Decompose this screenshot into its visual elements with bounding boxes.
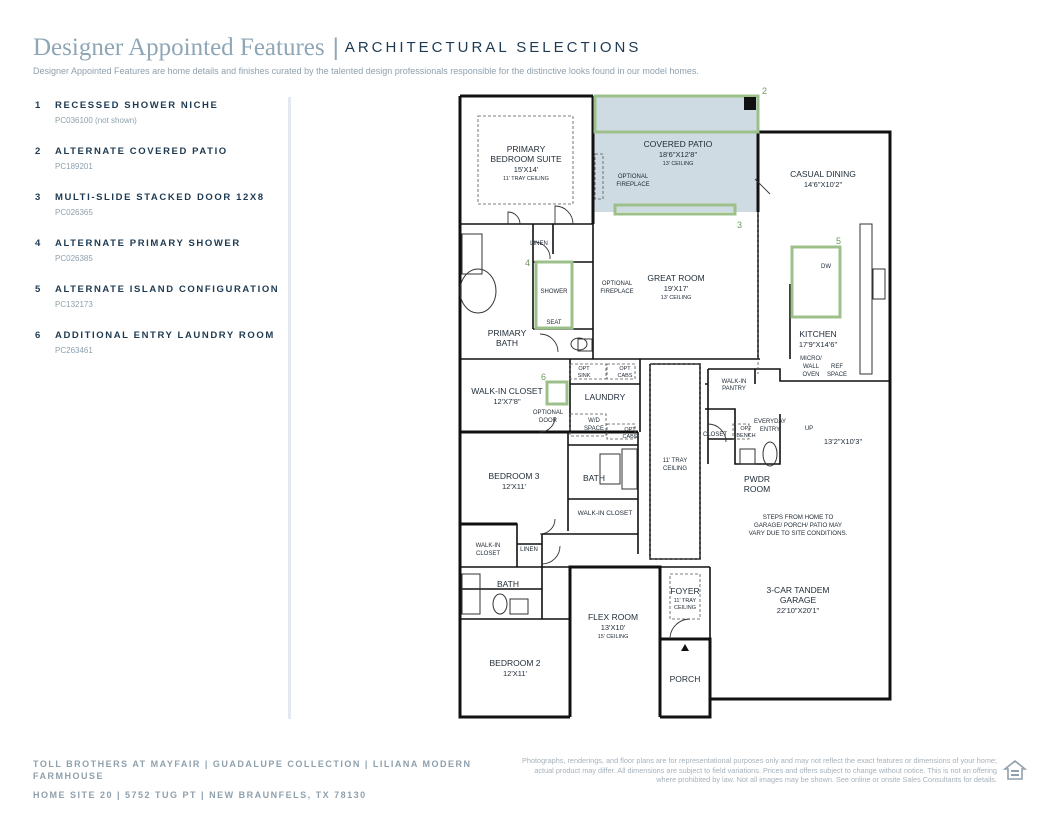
primary-bath-label-1: PRIMARY [487,328,527,338]
micro-label-2: WALL [802,364,820,370]
bedroom3-size: 12'X11' [502,482,526,491]
bath-label-2: BATH [496,579,520,589]
highlight-island [792,247,840,317]
feature-code: PC036100 (not shown) [55,116,137,125]
tray-ceiling-2: CEILING [662,466,688,472]
floor-plan [450,84,900,724]
feature-code: PC263461 [55,346,93,355]
optional-fireplace-great-2: FIREPLACE [600,289,634,295]
feature-name: ADDITIONAL ENTRY LAUNDRY ROOM [55,330,275,341]
optional-door-2: DOOR [539,418,557,424]
room-labels [471,139,862,684]
title-separator: | [332,34,339,61]
walkin-pantry-1: WALK-IN [721,379,747,385]
feature-name: ALTERNATE ISLAND CONFIGURATION [55,284,280,295]
feature-number: 3 [35,192,42,203]
feature-name: ALTERNATE PRIMARY SHOWER [55,238,241,249]
feature-code: PC132173 [55,300,93,309]
feature-number: 6 [35,330,42,341]
casual-dining-size: 14'6"X10'2" [803,180,843,189]
marker-5: 5 [836,236,842,246]
walkin-closet-label: WALK-IN CLOSET [471,386,543,396]
walkin-pantry-2: PANTRY [722,386,746,392]
great-room-ceiling: 13' CEILING [660,295,692,301]
bath-label-1: BATH [582,473,606,483]
stair-up-label: UP [804,426,814,432]
ref-label-1: REF [831,364,843,370]
opt-cabs-1: OPT [619,366,631,372]
feature-number: 5 [35,284,42,295]
opt-cabs-4: CABS [622,434,638,440]
primary-suite-size: 15'X14' [513,165,539,174]
site-note-2: GARAGE/ PORCH/ PATIO MAY [753,522,843,529]
feature-item [35,192,280,217]
ref-label-2: SPACE [827,372,847,378]
everyday-entry-2: ENTRY [759,427,781,433]
opt-sink-1: OPT [578,366,590,372]
opt-sink-2: SINK [577,373,591,379]
porch-label: PORCH [669,674,701,684]
feature-list [35,100,280,376]
flex-room-size: 13'X10' [600,623,626,632]
feature-name: RECESSED SHOWER NICHE [55,100,219,111]
flex-room-ceiling: 15' CEILING [597,634,629,640]
title-main: Designer Appointed Features [33,34,325,61]
title-subtitle: ARCHITECTURAL SELECTIONS [344,39,642,56]
bedroom2-size: 12'X11' [503,669,527,678]
marker-2: 2 [762,86,768,96]
footer-line-2: HOME SITE 20 | 5752 TUG PT | NEW BRAUNFELS, TX 78130 [33,790,367,800]
feature-number: 1 [35,100,42,111]
site-note-1: STEPS FROM HOME TO [762,514,834,521]
feature-item [35,146,280,171]
garage-label-2: GARAGE [779,595,817,605]
walkin-closet-3-1: WALK-IN [475,543,501,549]
powder-room-1: PWDR [744,474,770,484]
walkin-closet-3-2: CLOSET [475,551,501,557]
laundry-label: LAUNDRY [584,392,626,402]
footer-address [33,759,493,802]
flex-room-label: FLEX ROOM [587,612,639,622]
marker-3: 3 [737,220,743,230]
garage-dimension: 13'2"X10'3" [823,437,863,446]
dishwasher-label: DW [821,264,831,270]
site-note-3: VARY DUE TO SITE CONDITIONS. [748,530,848,537]
feature-number: 2 [35,146,42,157]
optional-fireplace-great-1: OPTIONAL [601,281,633,287]
feature-code: PC189201 [55,162,93,171]
equal-housing-icon [1003,758,1027,782]
feature-item [35,100,280,125]
great-room-label: GREAT ROOM [647,273,705,283]
foyer-ceiling-2: CEILING [673,605,697,611]
optional-door-1: OPTIONAL [532,410,564,416]
optional-fireplace-patio-1: OPTIONAL [617,174,649,180]
garage-size: 22'10"X20'1" [776,606,820,615]
feature-name: MULTI-SLIDE STACKED DOOR 12X8 [55,192,265,203]
intro-text: Designer Appointed Features are home details and finishes curated by the talented design professionals responsible for the distinctive looks found in our model homes. [33,66,699,76]
garage-label-1: 3-CAR TANDEM [766,585,830,595]
opt-cabs-3: OPT [624,427,636,433]
feature-item [35,238,280,263]
closet-label: CLOSET [702,432,728,438]
opt-bench-1: OPT [740,426,752,432]
primary-suite-label-1: PRIMARY [506,144,546,154]
seat-label: SEAT [546,320,562,326]
feature-code: PC026365 [55,208,93,217]
kitchen-size: 17'9"X14'6" [798,340,838,349]
primary-suite-label-2: BEDROOM SUITE [490,154,562,164]
patio-label: COVERED PATIO [643,139,713,149]
tray-ceiling-1: 11' TRAY [662,458,688,464]
opt-cabs-2: CABS [617,373,633,379]
great-room-size: 19'X17' [663,284,689,293]
kitchen-label: KITCHEN [799,329,837,339]
highlight-primary-shower [536,262,572,328]
powder-room-2: ROOM [743,484,771,494]
footer-line-1: TOLL BROTHERS AT MAYFAIR | GUADALUPE COLLECTION | LILIANA MODERN FARMHOUSE [33,759,472,781]
patio-ceiling: 13' CEILING [662,161,694,167]
linen-label-2: LINEN [520,547,538,553]
feature-code: PC026385 [55,254,93,263]
foyer-label: FOYER [670,586,700,596]
shower-label: SHOWER [540,289,568,295]
footer-disclaimer: Photographs, renderings, and floor plans are for representational purposes only and may not reflect the exact features or dimensions of your home; actual product may differ. All dimensions are subject to field variations. Prices and offers subject to change without notice. This is not an offering where prohibited by law. Not all images may be shown. See online or onsite Sales Consultants for details. [522,756,997,784]
casual-dining-label: CASUAL DINING [790,169,856,179]
walkin-closet-size: 12'X7'8" [493,397,521,406]
primary-bath-label-2: BATH [495,338,519,348]
bedroom2-label: BEDROOM 2 [489,658,541,668]
page-title [33,34,641,62]
patio-size: 18'6"X12'8" [658,150,698,159]
feature-item [35,284,280,309]
marker-6: 6 [541,372,547,382]
marker-4: 4 [525,258,531,268]
walkin-closet-2-label: WALK-IN CLOSET [577,510,633,517]
wd-space-2: SPACE [584,426,604,432]
bedroom3-label: BEDROOM 3 [488,471,540,481]
feature-number: 4 [35,238,42,249]
primary-suite-ceiling: 11' TRAY CEILING [503,176,549,182]
opt-bench-2: BENCH [736,433,756,439]
optional-fireplace-patio-2: FIREPLACE [616,182,650,188]
patio-pillar [744,97,756,110]
feature-name: ALTERNATE COVERED PATIO [55,146,228,157]
everyday-entry-1: EVERYDAY [753,419,787,425]
foyer-ceiling-1: 11' TRAY [673,598,697,604]
feature-item [35,330,280,355]
entry-arrow-icon [681,644,689,651]
micro-label-3: OVEN [802,372,820,378]
wd-space-1: W/D [588,418,600,424]
micro-label-1: MICRO/ [800,356,822,362]
divider [288,97,291,719]
highlight-laundry-door [547,382,567,404]
linen-label-1: LINEN [530,241,548,247]
